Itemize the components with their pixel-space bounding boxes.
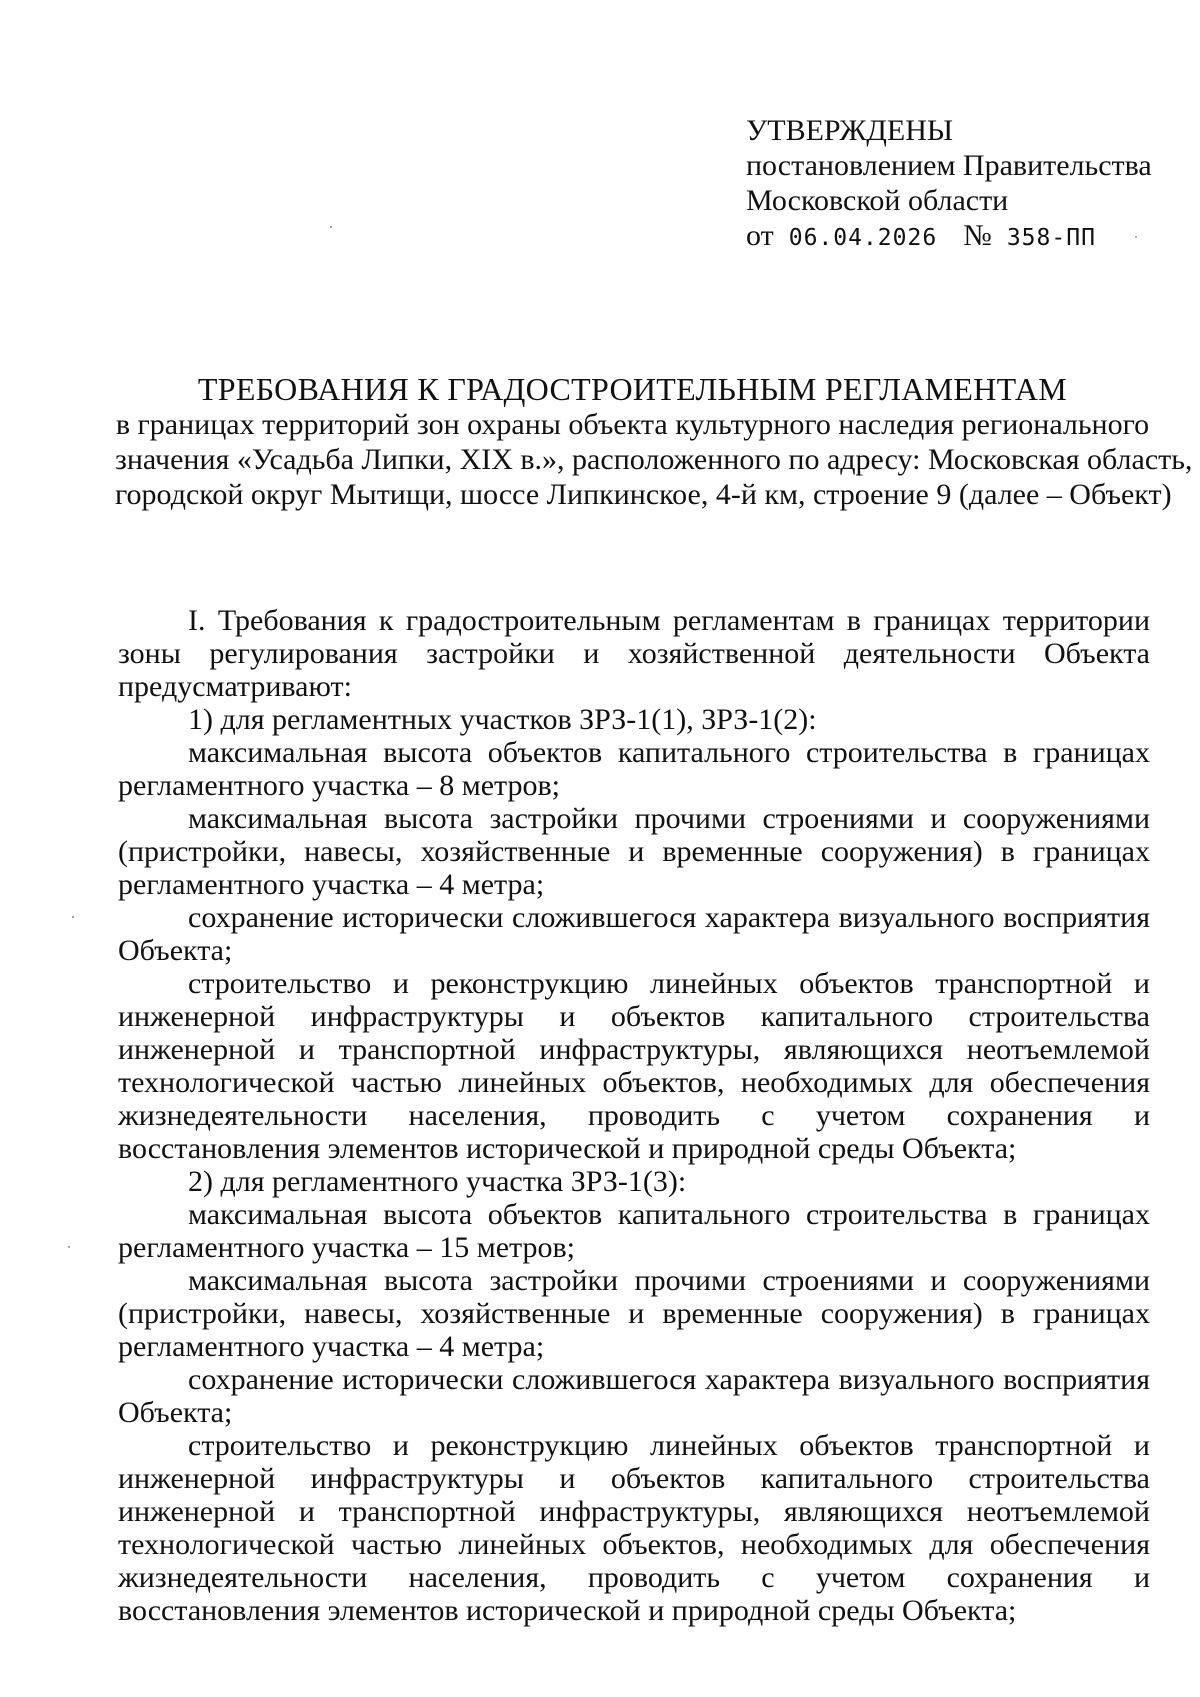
approval-number: 358-ПП [1006,225,1096,251]
title-heading: ТРЕБОВАНИЯ К ГРАДОСТРОИТЕЛЬНЫМ РЕГЛАМЕНТАМ [197,371,1068,407]
item-1-heading: 1) для регламентных участков ЗРЗ-1(1), ЗРЗ-1(2): [188,703,817,736]
approval-number-sign: № [963,219,992,252]
item-1-paragraph: максимальная высота объектов капитального строительства в границах регламентного участка – 8 метров; [118,736,1150,802]
document-title [115,371,1193,512]
item-2-paragraph: сохранение исторически сложившегося характера визуального восприятия Объекта; [118,1363,1150,1429]
approval-title: УТВЕРЖДЕНЫ [746,114,954,147]
scan-speck [68,1246,70,1248]
approval-date: 06.04.2026 [788,225,938,251]
approval-stamp [746,113,1166,256]
approval-date-line [746,218,1166,256]
approval-from-label: от [746,219,774,252]
title-line-2: значения «Усадьба Липки, XIX в.», расположенного по адресу: Московская область, [115,443,1193,476]
item-2-heading: 2) для регламентного участка ЗРЗ-1(3): [188,1165,687,1198]
scan-speck [330,226,332,228]
item-1-paragraph: сохранение исторически сложившегося характера визуального восприятия Объекта; [118,901,1150,967]
item-1-paragraph: строительство и реконструкцию линейных объектов транспортной и инженерной инфраструктуры и объектов капитального строительства инженерной и транспортной инфраструктуры, являющихся неотъемлемой технологической частью линейных объектов, необходимых для обеспечения жизнедеятельности населения, проводить с учетом сохранения и восстановления элементов исторической и природной среды Объекта; [118,967,1150,1165]
item-2-paragraph: максимальная высота застройки прочими строениями и сооружениями (пристройки, навесы, хозяйственные и временные сооружения) в границах регламентного участка – 4 метра; [118,1264,1150,1363]
item-2-paragraph: строительство и реконструкцию линейных объектов транспортной и инженерной инфраструктуры и объектов капитального строительства инженерной и транспортной инфраструктуры, являющихся неотъемлемой технологической частью линейных объектов, необходимых для обеспечения жизнедеятельности населения, проводить с учетом сохранения и восстановления элементов исторической и природной среды Объекта; [118,1429,1150,1627]
approval-line-1: постановлением Правительства [746,149,1152,182]
document-body [118,604,1150,1627]
scan-speck [72,916,74,918]
title-line-1: в границах территорий зон охраны объекта культурного наследия регионального [115,408,1150,441]
title-line-3: городской округ Мытищи, шоссе Липкинское, 4-й км, строение 9 (далее – Объект) [115,478,1172,511]
scan-speck [1135,236,1137,238]
approval-line-2: Московской области [746,184,1009,217]
section-intro: I. Требования к градостроительным регламентам в границах территории зоны регулирования застройки и хозяйственной деятельности Объекта предусматривают: [118,604,1150,703]
item-2-paragraph: максимальная высота объектов капитального строительства в границах регламентного участка – 15 метров; [118,1198,1150,1264]
item-1-paragraph: максимальная высота застройки прочими строениями и сооружениями (пристройки, навесы, хозяйственные и временные сооружения) в границах регламентного участка – 4 метра; [118,802,1150,901]
